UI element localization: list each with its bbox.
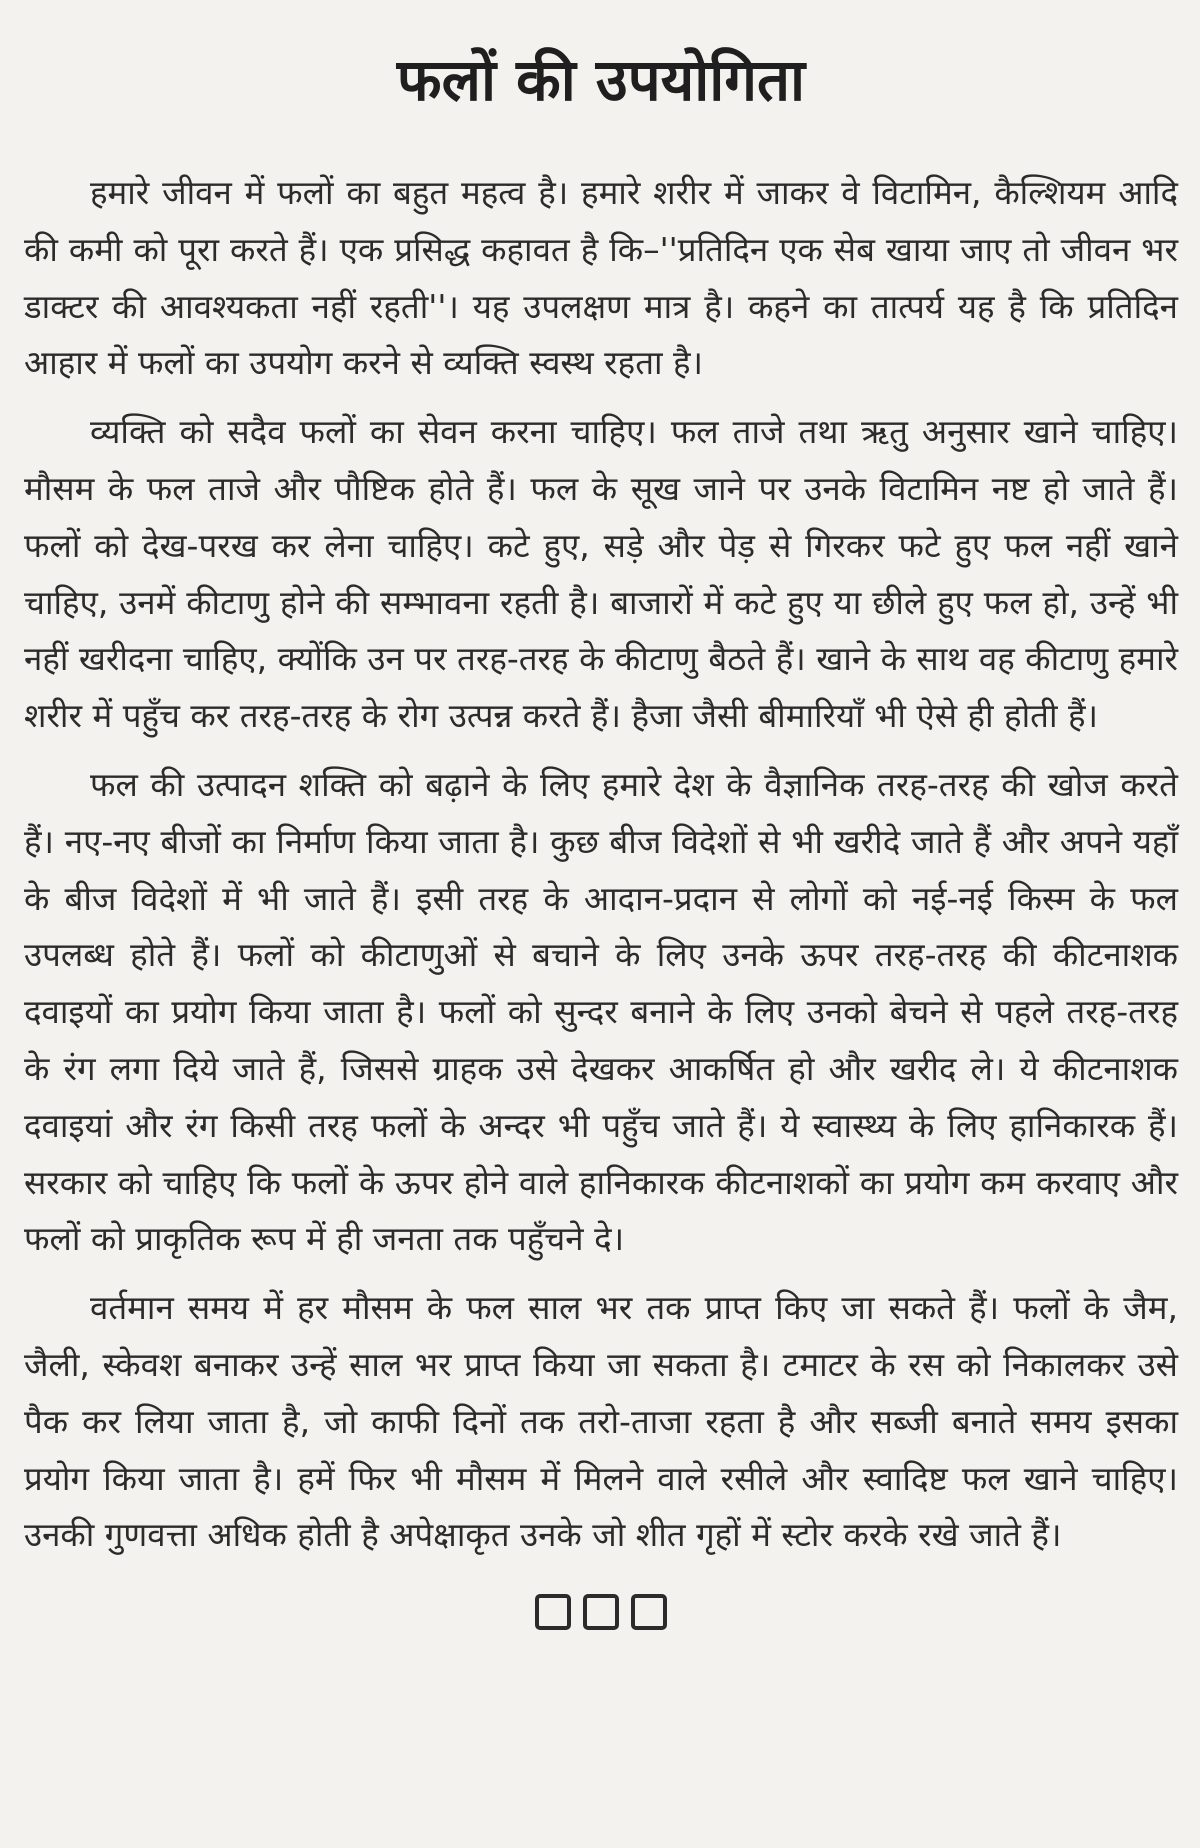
square-icon	[535, 1594, 571, 1630]
square-icon	[583, 1594, 619, 1630]
square-icon	[631, 1594, 667, 1630]
paragraph-3: फल की उत्पादन शक्ति को बढ़ाने के लिए हमारे देश के वैज्ञानिक तरह-तरह की खोज करते हैं। नए-नए बीजों का निर्माण किया जाता है। कुछ बीज विदेशों से भी खरीदे जाते हैं और अपने यहाँ के बीज विदेशों में भी जाते हैं। इसी तरह के आदान-प्रदान से लोगों को नई-नई किस्म के फल उपलब्ध होते हैं। फलों को कीटाणुओं से बचाने के लिए उनके ऊपर तरह-तरह की कीटनाशक दवाइयों का प्रयोग किया जाता है। फलों को सुन्दर बनाने के लिए उनको बेचने से पहले तरह-तरह के रंग लगा दिये जाते हैं, जिससे ग्राहक उसे देखकर आकर्षित हो और खरीद ले। ये कीटनाशक दवाइयां और रंग किसी तरह फलों के अन्दर भी पहुँच जाते हैं। ये स्वास्थ्य के लिए हानिकारक हैं। सरकार को चाहिए कि फलों के ऊपर होने वाले हानिकारक कीटनाशकों का प्रयोग कम करवाए और फलों को प्राकृतिक रूप में ही जनता तक पहुँचने दे।	[24, 764, 1178, 1259]
end-ornament	[24, 1594, 1178, 1634]
paragraph-1: हमारे जीवन में फलों का बहुत महत्व है। हमारे शरीर में जाकर वे विटामिन, कैल्शियम आदि की कमी को पूरा करते हैं। एक प्रसिद्ध कहावत है कि–''प्रतिदिन एक सेब खाया जाए तो जीवन भर डाक्टर की आवश्यकता नहीं रहती''। यह उपलक्षण मात्र है। कहने का तात्पर्य यह है कि प्रतिदिन आहार में फलों का उपयोग करने से व्यक्ति स्वस्थ रहता है।	[24, 173, 1178, 383]
paragraph-2: व्यक्ति को सदैव फलों का सेवन करना चाहिए। फल ताजे तथा ऋतु अनुसार खाने चाहिए। मौसम के फल ताजे और पौष्टिक होते हैं। फल के सूख जाने पर उनके विटामिन नष्ट हो जाते हैं। फलों को देख-परख कर लेना चाहिए। कटे हुए, सड़े और पेड़ से गिरकर फटे हुए फल नहीं खाने चाहिए, उनमें कीटाणु होने की सम्भावना रहती है। बाजारों में कटे हुए या छीले हुए फल हो, उन्हें भी नहीं खरीदना चाहिए, क्योंकि उन पर तरह-तरह के कीटाणु बैठते हैं। खाने के साथ वह कीटाणु हमारे शरीर में पहुँच कर तरह-तरह के रोग उत्पन्न करते हैं। हैजा जैसी बीमारियाँ भी ऐसे ही होती हैं।	[24, 412, 1178, 736]
essay-title: फलों की उपयोगिता	[396, 46, 806, 114]
paragraph-4: वर्तमान समय में हर मौसम के फल साल भर तक प्राप्त किए जा सकते हैं। फलों के जैम, जैली, स्केवश बनाकर उन्हें साल भर प्राप्त किया जा सकता है। टमाटर के रस को निकालकर उसे पैक कर लिया जाता है, जो काफी दिनों तक तरो-ताजा रहता है और सब्जी बनाते समय इसका प्रयोग किया जाता है। हमें फिर भी मौसम में मिलने वाले रसीले और स्वादिष्ट फल खाने चाहिए। उनकी गुणवत्ता अधिक होती है अपेक्षाकृत उनके जो शीत गृहों में स्टोर करके रखे जाते हैं।	[24, 1288, 1178, 1555]
